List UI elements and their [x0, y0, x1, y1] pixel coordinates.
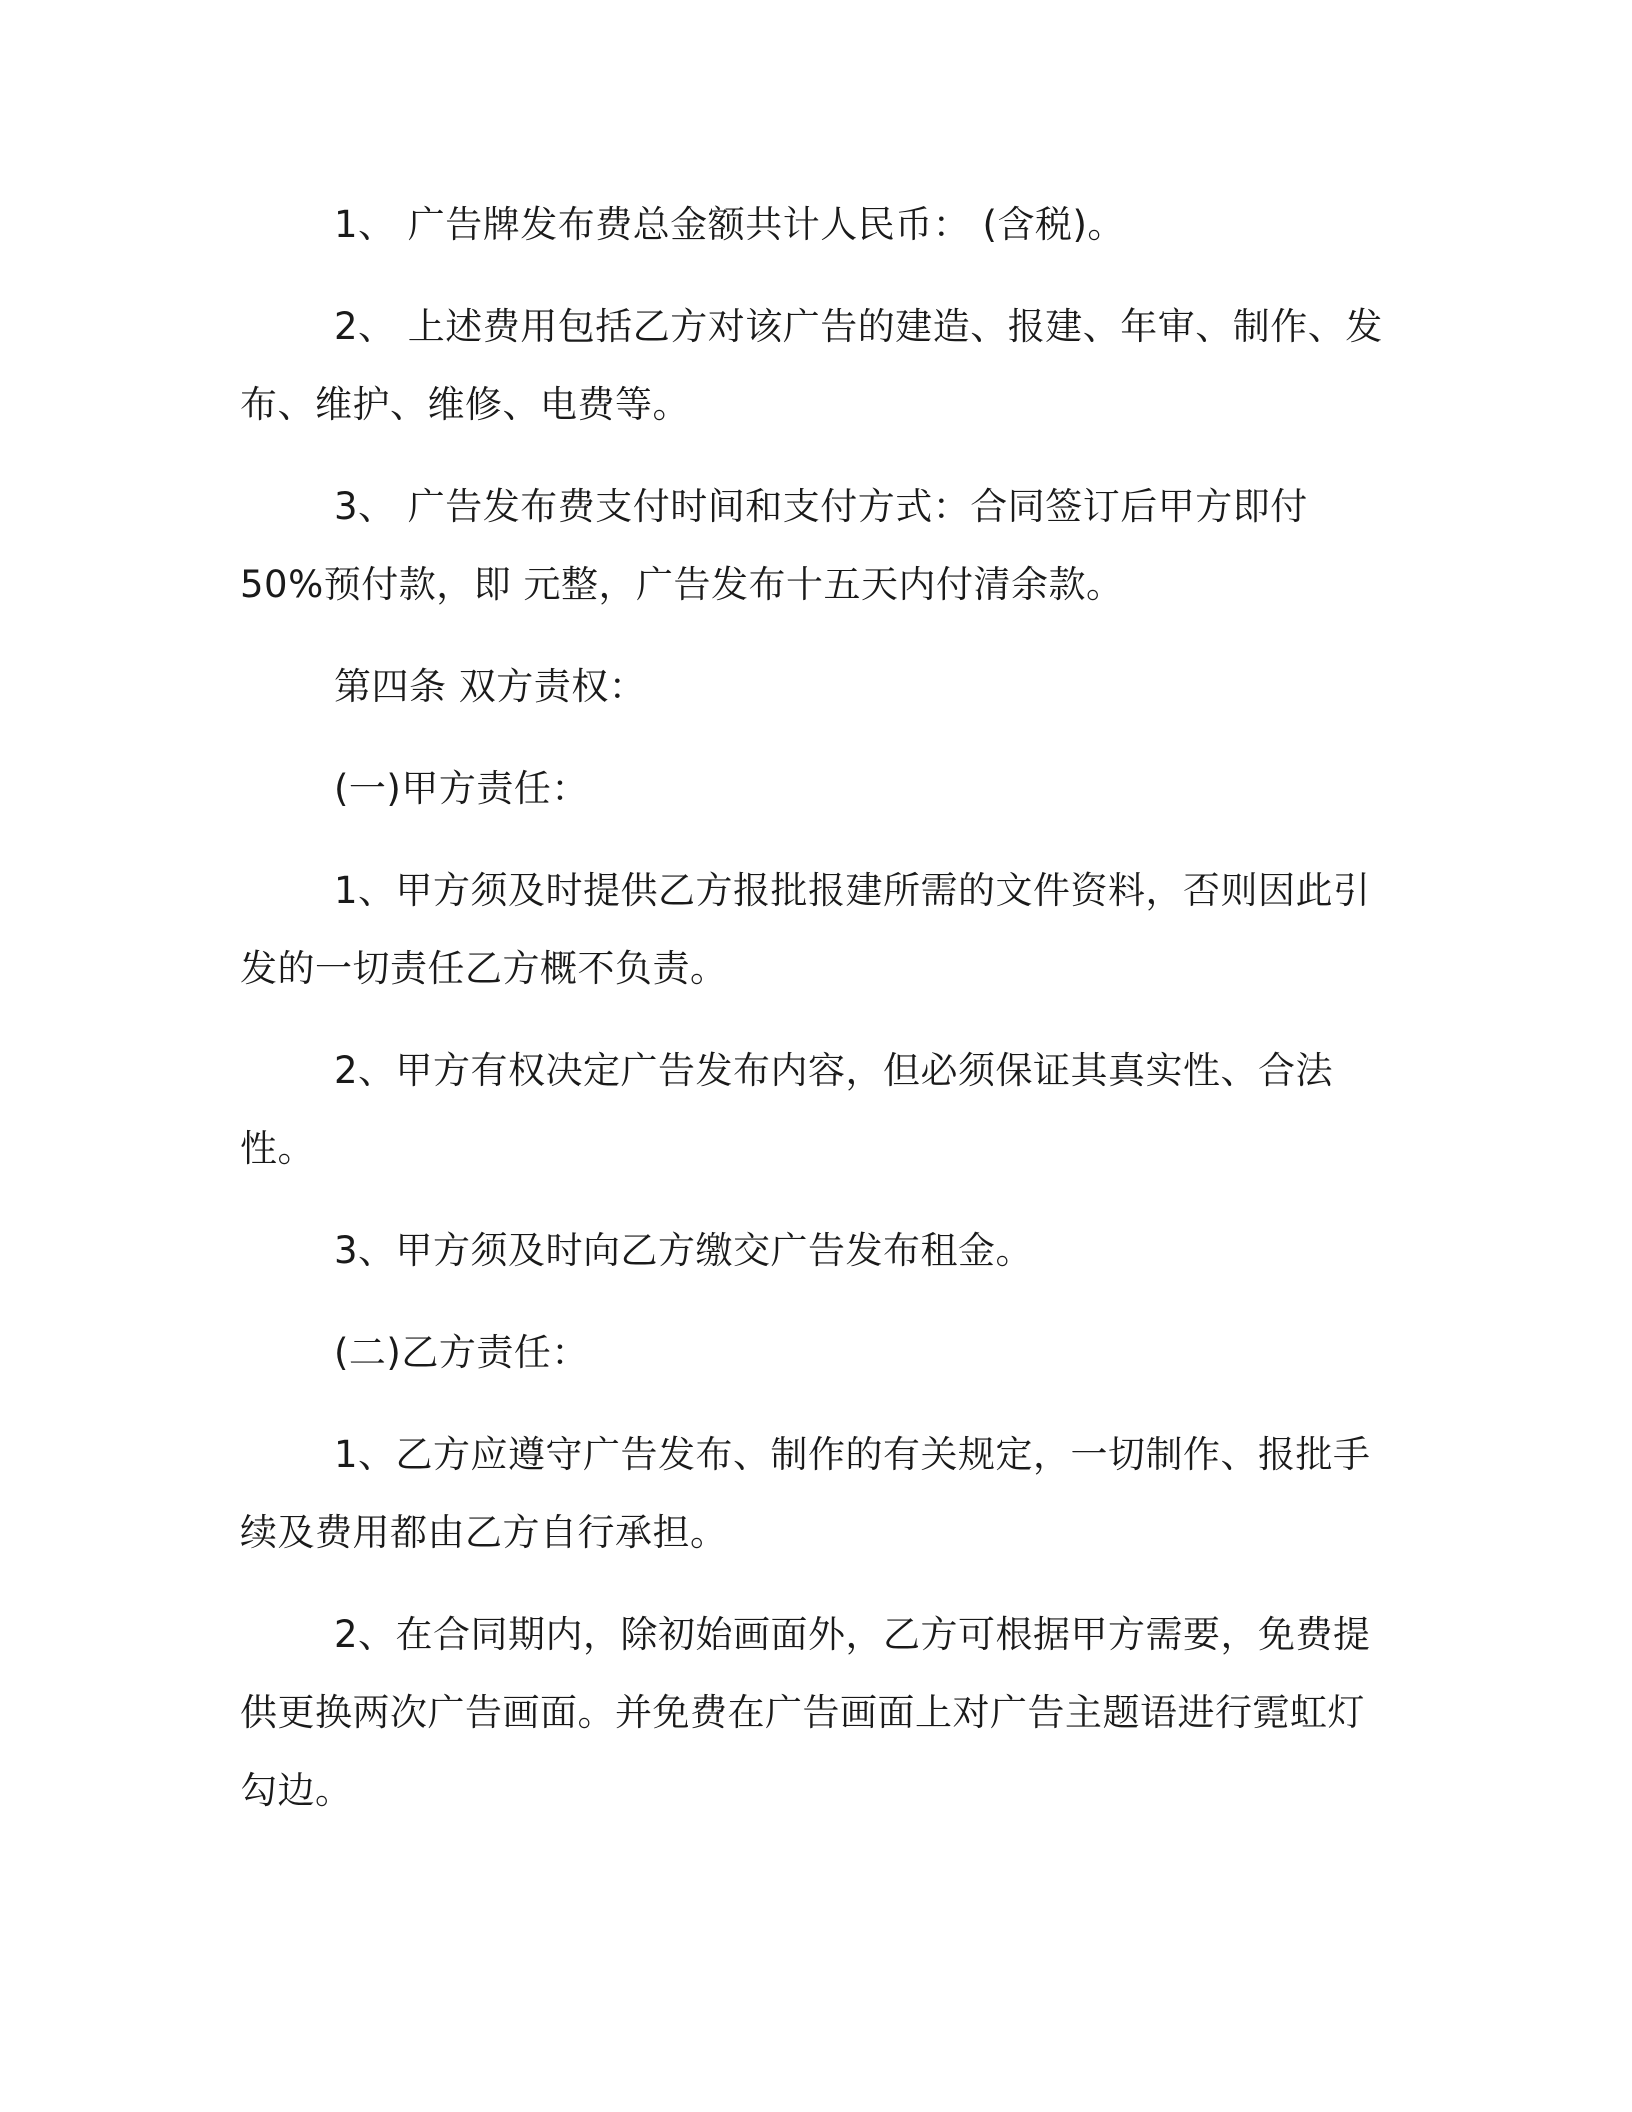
party-a-item-3: 3、甲方须及时向乙方缴交广告发布租金。 [334, 1229, 1034, 1272]
clause-fee-scope: 2、 上述费用包括乙方对该广告的建造、报建、年审、制作、发布、维护、维修、电费等。 [240, 305, 1383, 426]
subsection-party-b: (二)乙方责任： [334, 1331, 589, 1374]
clause-payment-terms: 3、 广告发布费支付时间和支付方式：合同签订后甲方即付 50%预付款，即 元整，广告发布十五天内付清余款。 [240, 485, 1308, 606]
section-heading-article-4: 第四条 双方责权： [334, 665, 647, 708]
subsection-party-a: (一)甲方责任： [334, 767, 589, 810]
party-b-item-2: 2、在合同期内，除初始画面外，乙方可根据甲方需要，免费提供更换两次广告画面。并免费在广告画面上对广告主题语进行霓虹灯勾边。 [240, 1613, 1371, 1812]
party-b-item-1: 1、乙方应遵守广告发布、制作的有关规定，一切制作、报批手续及费用都由乙方自行承担。 [240, 1433, 1371, 1554]
clause-fee-total: 1、 广告牌发布费总金额共计人民币： (含税)。 [334, 203, 1125, 246]
party-a-item-1: 1、甲方须及时提供乙方报批报建所需的文件资料，否则因此引发的一切责任乙方概不负责。 [240, 869, 1371, 990]
party-a-item-2: 2、甲方有权决定广告发布内容，但必须保证其真实性、合法性。 [240, 1049, 1334, 1170]
document-body [240, 186, 1390, 1854]
